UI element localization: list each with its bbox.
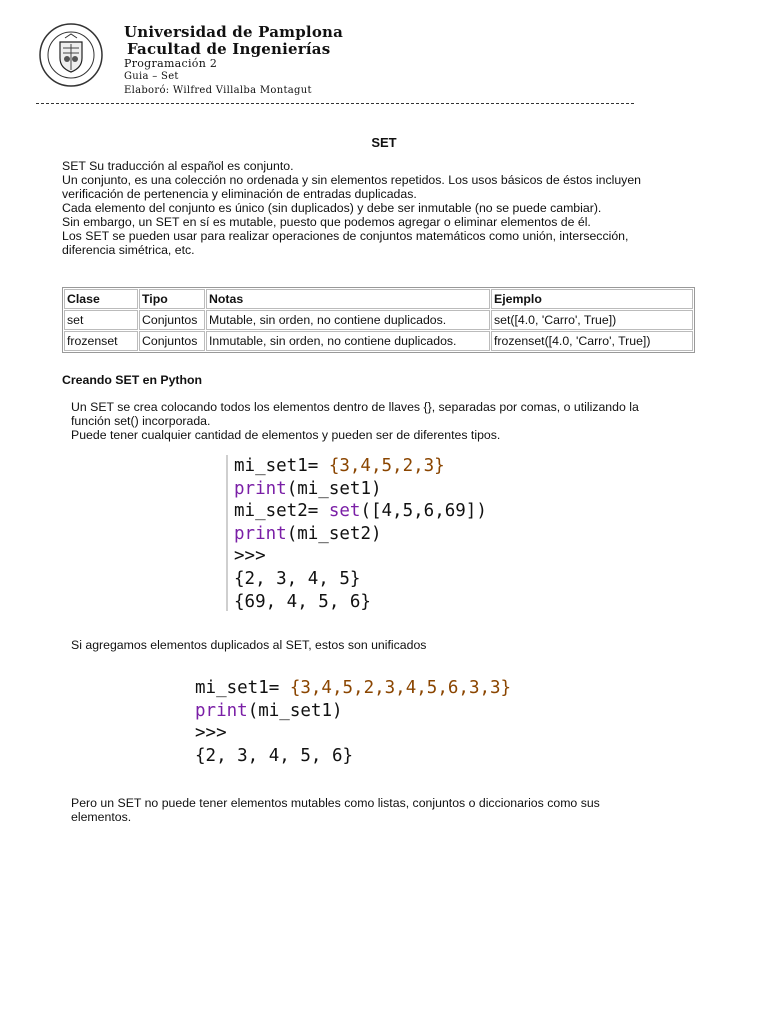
intro-line: Los SET se pueden usar para realizar operaciones de conjuntos matemáticos como unión, intersección, bbox=[62, 229, 629, 243]
code-line: mi_set1= {3,4,5,2,3} bbox=[234, 456, 445, 476]
faculty-name: Facultad de Ingenierías bbox=[127, 40, 331, 58]
table-cell: Inmutable, sin orden, no contiene duplicados. bbox=[206, 331, 490, 351]
author-line: Elaboró: Wilfred Villalba Montagut bbox=[124, 85, 312, 96]
guide-name: Guia – Set bbox=[124, 71, 179, 82]
table-row bbox=[64, 331, 693, 351]
intro-paragraph bbox=[62, 159, 641, 257]
code-line: mi_set1= {3,4,5,2,3,4,5,6,3,3} bbox=[195, 678, 512, 698]
table-header-cell: Ejemplo bbox=[491, 289, 693, 309]
intro-line: SET Su traducción al español es conjunto. bbox=[62, 159, 294, 173]
intro-line: Cada elemento del conjunto es único (sin duplicados) y debe ser inmutable (no se puede cambiar). bbox=[62, 201, 602, 215]
code-line: {2, 3, 4, 5} bbox=[234, 568, 361, 589]
code-line: >>> bbox=[195, 723, 227, 744]
table-cell: Mutable, sin orden, no contiene duplicados. bbox=[206, 310, 490, 330]
paragraph-line: Pero un SET no puede tener elementos mutables como listas, conjuntos o diccionarios como sus bbox=[71, 796, 600, 810]
intro-line: diferencia simétrica, etc. bbox=[62, 243, 195, 257]
code-line: {69, 4, 5, 6} bbox=[234, 591, 371, 612]
header-divider bbox=[36, 103, 634, 104]
code-line: >>> bbox=[234, 546, 266, 567]
table-cell: set bbox=[64, 310, 138, 330]
intro-line: Sin embargo, un SET en sí es mutable, puesto que podemos agregar o eliminar elementos de él. bbox=[62, 215, 591, 229]
table-header-cell: Notas bbox=[206, 289, 490, 309]
table-header-cell: Tipo bbox=[139, 289, 205, 309]
mutable-elements-paragraph bbox=[71, 796, 600, 824]
paragraph-line: Un SET se crea colocando todos los elementos dentro de llaves {}, separadas por comas, o utilizando la bbox=[71, 400, 639, 414]
table-header-row bbox=[64, 289, 693, 309]
duplicates-paragraph: Si agregamos elementos duplicados al SET, estos son unificados bbox=[71, 638, 427, 652]
code-block-border bbox=[226, 455, 228, 611]
code-line: print(mi_set1) bbox=[234, 478, 382, 499]
table-cell: Conjuntos bbox=[139, 310, 205, 330]
university-seal-logo bbox=[38, 22, 104, 88]
table-cell: Conjuntos bbox=[139, 331, 205, 351]
code-example-1 bbox=[234, 455, 487, 613]
code-line: {2, 3, 4, 5, 6} bbox=[195, 745, 354, 766]
code-example-2 bbox=[195, 677, 511, 767]
table-header-cell: Clase bbox=[64, 289, 138, 309]
course-name: Programación 2 bbox=[124, 57, 218, 70]
code-line: print(mi_set2) bbox=[234, 523, 382, 544]
table-cell: set([4.0, 'Carro', True]) bbox=[491, 310, 693, 330]
set-types-table bbox=[62, 287, 695, 353]
table-row bbox=[64, 310, 693, 330]
page-title: SET bbox=[371, 135, 397, 150]
table-cell: frozenset([4.0, 'Carro', True]) bbox=[491, 331, 693, 351]
table-cell: frozenset bbox=[64, 331, 138, 351]
paragraph-line: función set() incorporada. bbox=[71, 414, 211, 428]
paragraph-line: elementos. bbox=[71, 810, 132, 824]
intro-line: verificación de pertenencia y eliminación de entradas duplicadas. bbox=[62, 187, 417, 201]
university-name: Universidad de Pamplona bbox=[124, 23, 344, 41]
section-heading: Creando SET en Python bbox=[62, 373, 203, 387]
paragraph-line: Puede tener cualquier cantidad de elementos y pueden ser de diferentes tipos. bbox=[71, 428, 501, 442]
code-line: print(mi_set1) bbox=[195, 700, 343, 721]
section-paragraph bbox=[71, 400, 639, 442]
intro-line: Un conjunto, es una colección no ordenada y sin elementos repetidos. Los usos básicos de éstos incluyen bbox=[62, 173, 641, 187]
code-line: mi_set2= set([4,5,6,69]) bbox=[234, 501, 487, 522]
